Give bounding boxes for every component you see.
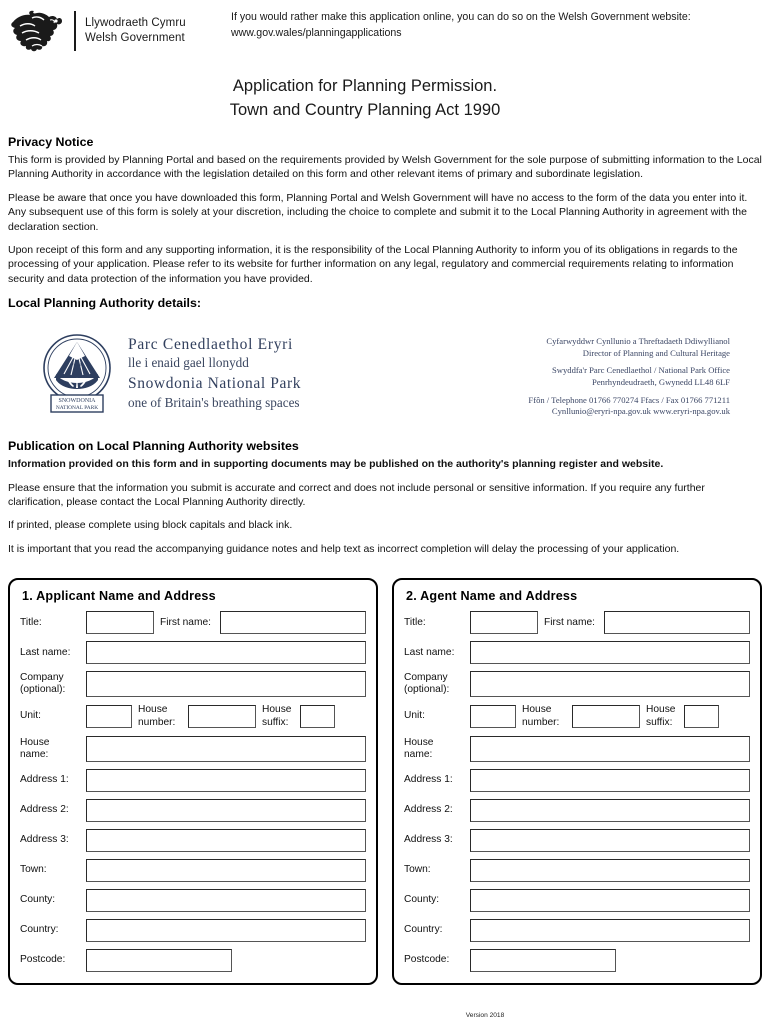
agent-address2-input[interactable] (470, 799, 750, 822)
applicant-town-input[interactable] (86, 859, 366, 882)
applicant-unit-row (20, 704, 366, 729)
lpa-details-heading: Local Planning Authority details: (8, 296, 201, 311)
agent-house-name-label (404, 737, 470, 762)
welsh-government-wordmark (85, 16, 186, 46)
agent-house-number-label-line2: number: (522, 716, 560, 728)
agent-house-number-input[interactable] (572, 705, 640, 728)
applicant-last-name-input[interactable] (86, 641, 366, 664)
crest-label-line2: NATIONAL PARK (55, 405, 99, 412)
agent-unit-row (404, 704, 750, 729)
logo-english-name: Snowdonia National Park (128, 375, 302, 393)
agent-house-suffix-label-line2: suffix: (646, 716, 673, 728)
agent-house-suffix-input[interactable] (684, 705, 719, 728)
svg-text:PARC: PARC (71, 362, 83, 368)
applicant-company-label-line1: Company (20, 671, 64, 683)
agent-postcode-input[interactable] (470, 949, 616, 972)
publication-paragraph-2: If printed, please complete using block capitals and black ink. (8, 519, 293, 532)
publication-paragraph-3: It is important that you read the accompanying guidance notes and help text as incorrect completion will delay the processing of your application. (8, 542, 680, 555)
agent-company-input[interactable] (470, 671, 750, 697)
applicant-address1-row (20, 769, 366, 792)
welsh-gov-welsh-text: Llywodraeth Cymru (85, 17, 186, 29)
publication-paragraph-1: Please ensure that the information you submit is accurate and correct and does not include personal or sensitive information. If you require any further clarification, please contact the Local Planning Authority directly. (8, 481, 705, 509)
document-title-line1: Application for Planning Permission. (232, 77, 498, 95)
logo-welsh-name: Parc Cenedlaethol Eryri (128, 336, 294, 354)
applicant-address2-label: Address 2: (20, 804, 69, 816)
agent-title-label: Title: (404, 616, 426, 628)
welsh-gov-english-text: Welsh Government (85, 32, 185, 44)
applicant-house-name-input[interactable] (86, 736, 366, 762)
applicant-house-number-label-line1: House (138, 704, 168, 716)
applicant-house-number-label (132, 704, 188, 729)
agent-first-name-input[interactable] (604, 611, 750, 634)
agent-house-suffix-label (640, 704, 684, 729)
agent-house-number-label-line1: House (522, 704, 552, 716)
applicant-address2-row (20, 799, 366, 822)
page-header (8, 0, 762, 54)
applicant-title-input[interactable] (86, 611, 154, 634)
privacy-paragraph-1: This form is provided by Planning Portal and based on the requirements provided by Welsh Government for the sole purpose of submitting information to the Local Planning Authority in accordance with the legislation detailed on this form and other relevant items of primary and subordinate legislation. (8, 154, 762, 181)
privacy-paragraph-3: Upon receipt of this form and any supporting information, it is the responsibility of the Local Planning Authority to inform you of its obligations in regards to the processing of your application. Please refer to its website for further information on any legal, regulatory and commercial requirements relating to information security and data protection of the information you have provided. (8, 244, 738, 285)
agent-county-input[interactable] (470, 889, 750, 912)
applicant-title-row (20, 611, 366, 634)
applicant-title-label: Title: (20, 616, 42, 628)
applicant-house-suffix-label-line2: suffix: (262, 716, 289, 728)
agent-address3-label: Address 3: (404, 834, 453, 846)
welsh-government-logo (8, 8, 213, 54)
agent-town-row (404, 859, 750, 882)
applicant-county-label: County: (20, 894, 56, 906)
applicant-county-input[interactable] (86, 889, 366, 912)
applicant-address3-input[interactable] (86, 829, 366, 852)
document-title (8, 74, 762, 122)
snowdonia-wordmark (116, 335, 301, 411)
logo-english-strapline: one of Britain's breathing spaces (128, 395, 300, 411)
contact-address: Penrhyndeudraeth, Gwynedd LL48 6LF (592, 377, 730, 388)
agent-house-name-label-line1: House (404, 736, 434, 748)
agent-country-input[interactable] (470, 919, 750, 942)
applicant-postcode-input[interactable] (86, 949, 232, 972)
applicant-address1-label: Address 1: (20, 774, 69, 786)
agent-address1-label: Address 1: (404, 774, 453, 786)
agent-panel-title: 2. Agent Name and Address (406, 589, 578, 604)
logo-divider (74, 11, 76, 51)
applicant-house-suffix-input[interactable] (300, 705, 335, 728)
agent-address3-input[interactable] (470, 829, 750, 852)
applicant-company-row (20, 671, 366, 697)
snowdonia-logo (8, 330, 413, 416)
agent-company-row (404, 671, 750, 697)
agent-last-name-input[interactable] (470, 641, 750, 664)
applicant-postcode-row (20, 949, 366, 972)
applicant-house-number-input[interactable] (188, 705, 256, 728)
online-application-note: If you would rather make this application online, you can do so on the Welsh Government website: www.gov.wales/planningapplications (231, 11, 691, 39)
document-title-line2: Town and Country Planning Act 1990 (229, 101, 501, 119)
applicant-first-name-input[interactable] (220, 611, 366, 634)
name-and-address-panels (8, 578, 762, 985)
agent-county-label: County: (404, 894, 440, 906)
local-planning-authority-block (8, 330, 762, 426)
privacy-notice-heading: Privacy Notice (8, 135, 94, 149)
contact-role-welsh: Cyfarwyddwr Cynllunio a Threftadaeth Ddiwyllianol (546, 336, 730, 347)
applicant-town-row (20, 859, 366, 882)
applicant-country-input[interactable] (86, 919, 366, 942)
privacy-paragraph-2: Please be aware that once you have downloaded this form, Planning Portal and Welsh Government will have no access to the form of the data you enter into it. Any subsequent use of this form is solely at your discretion, including the choice to complete and submit it to the Local Planning Authority in agreement with the declaration section. (8, 191, 748, 233)
applicant-county-row (20, 889, 366, 912)
agent-town-label: Town: (404, 864, 431, 876)
publication-heading: Publication on Local Planning Authority websites (8, 439, 299, 454)
snowdonia-crest-icon (38, 330, 116, 416)
applicant-address3-row (20, 829, 366, 852)
agent-unit-label: Unit: (404, 710, 425, 722)
applicant-first-name-label: First name: (160, 616, 211, 628)
agent-company-label-line2: (optional): (404, 684, 450, 696)
applicant-country-row (20, 919, 366, 942)
agent-address1-input[interactable] (470, 769, 750, 792)
contact-office: Swyddfa'r Parc Cenedlaethol / National Park Office (552, 365, 730, 376)
agent-last-name-label: Last name: (404, 646, 455, 658)
applicant-address2-input[interactable] (86, 799, 366, 822)
agent-house-name-label-line2: name: (404, 749, 433, 761)
applicant-last-name-label: Last name: (20, 646, 71, 658)
applicant-company-label-line2: (optional): (20, 684, 66, 696)
applicant-house-suffix-label-line1: House (262, 704, 292, 716)
agent-country-label: Country: (404, 924, 443, 936)
agent-title-row (404, 611, 750, 634)
applicant-house-number-label-line2: number: (138, 716, 176, 728)
applicant-company-input[interactable] (86, 671, 366, 697)
applicant-panel (8, 578, 378, 985)
contact-email-website: Cynllunio@eryri-npa.gov.uk www.eryri-npa.gov.uk (551, 406, 730, 417)
agent-address1-row (404, 769, 750, 792)
applicant-house-name-label-line1: House (20, 736, 50, 748)
applicant-unit-input[interactable] (86, 705, 132, 728)
applicant-house-name-label-line2: name: (20, 749, 49, 761)
agent-address2-row (404, 799, 750, 822)
agent-address3-row (404, 829, 750, 852)
agent-first-name-label: First name: (544, 616, 595, 628)
agent-company-label-line1: Company (404, 671, 448, 683)
agent-house-name-row (404, 736, 750, 762)
welsh-dragon-icon (8, 8, 70, 54)
lpa-contact-details (413, 330, 762, 418)
applicant-house-suffix-label (256, 704, 300, 729)
crest-label-line1: SNOWDONIA (58, 398, 96, 405)
agent-last-name-row (404, 641, 750, 664)
applicant-house-name-row (20, 736, 366, 762)
applicant-house-name-label (20, 737, 86, 762)
agent-postcode-row (404, 949, 750, 972)
version-footer: Version 2018 (465, 1012, 505, 1019)
applicant-postcode-label: Postcode: (20, 954, 66, 966)
publication-bold-note: Information provided on this form and in supporting documents may be published on the authority's planning register and website. (8, 458, 664, 471)
applicant-panel-title: 1. Applicant Name and Address (22, 589, 216, 604)
agent-title-input[interactable] (470, 611, 538, 634)
applicant-address1-input[interactable] (86, 769, 366, 792)
contact-role-english: Director of Planning and Cultural Heritage (582, 347, 730, 358)
agent-house-number-label (516, 704, 572, 729)
agent-postcode-label: Postcode: (404, 954, 450, 966)
agent-house-name-input[interactable] (470, 736, 750, 762)
agent-panel (392, 578, 762, 985)
agent-unit-input[interactable] (470, 705, 516, 728)
agent-house-suffix-label-line1: House (646, 704, 676, 716)
applicant-company-label (20, 672, 86, 697)
applicant-address3-label: Address 3: (20, 834, 69, 846)
agent-county-row (404, 889, 750, 912)
agent-company-label (404, 672, 470, 697)
agent-town-input[interactable] (470, 859, 750, 882)
agent-country-row (404, 919, 750, 942)
contact-phone: Ffôn / Telephone 01766 770274 Ffacs / Fax 01766 771211 (528, 394, 730, 405)
agent-address2-label: Address 2: (404, 804, 453, 816)
applicant-country-label: Country: (20, 924, 59, 936)
applicant-unit-label: Unit: (20, 710, 41, 722)
applicant-town-label: Town: (20, 864, 47, 876)
applicant-last-name-row (20, 641, 366, 664)
logo-welsh-strapline: lle i enaid gael llonydd (128, 355, 249, 371)
